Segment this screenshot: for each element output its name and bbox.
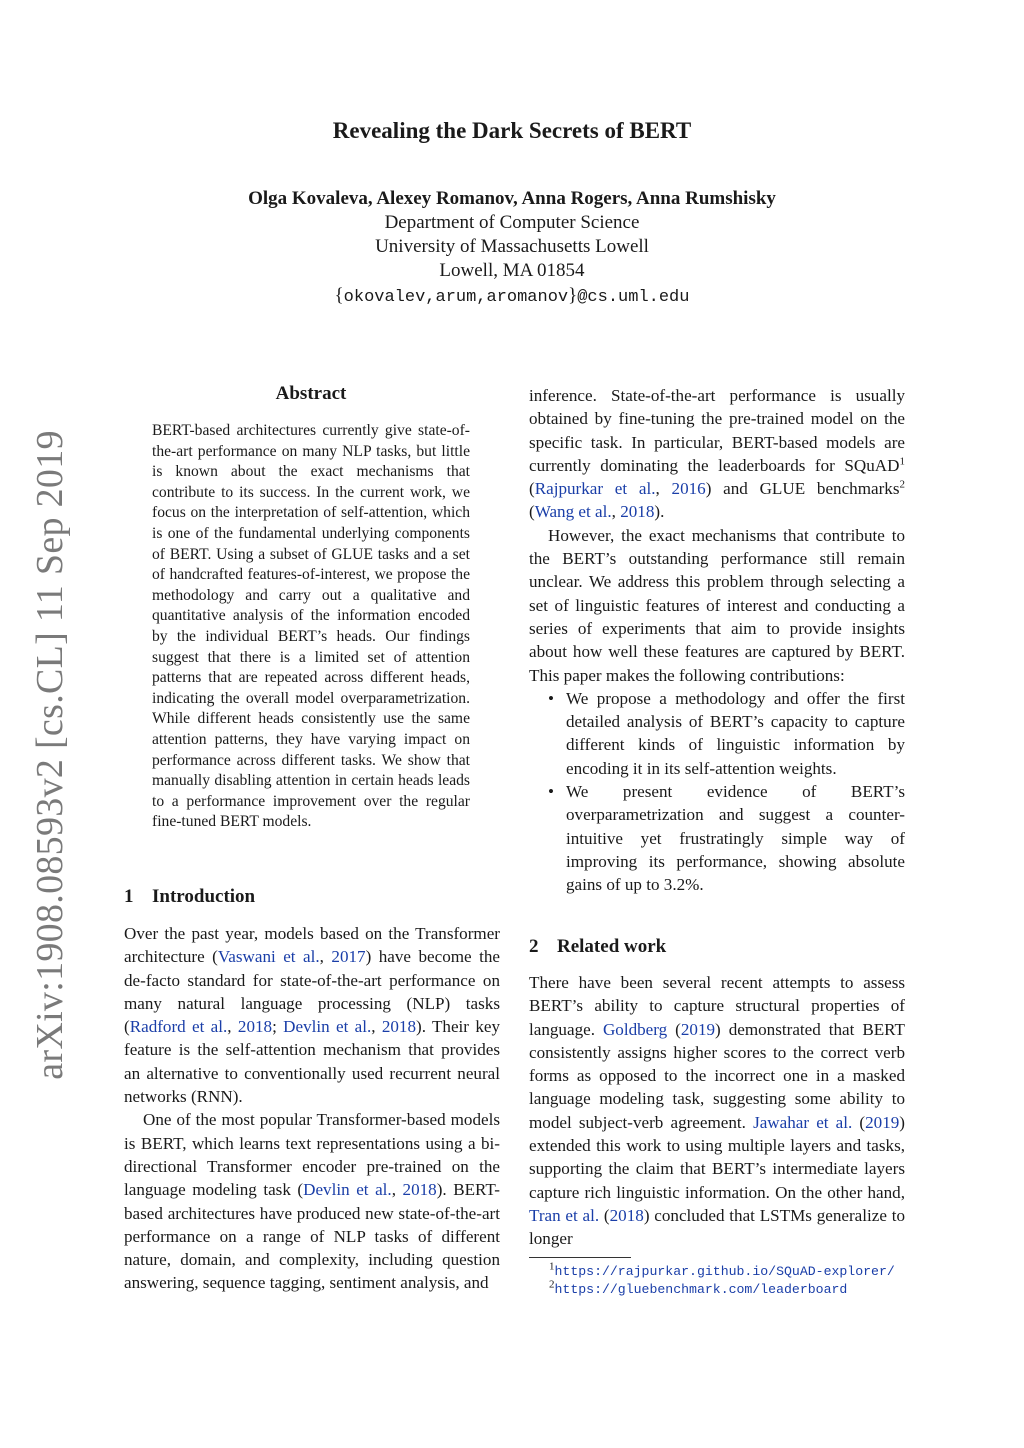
citation-link[interactable]: Jawahar et al. <box>753 1112 853 1132</box>
footnote-marker[interactable]: 2 <box>899 478 906 491</box>
introduction-body <box>124 922 500 1295</box>
citation-year-link[interactable]: 2019 <box>865 1112 900 1132</box>
arxiv-identifier-text: arXiv:1908.08593v2 [cs.CL] 11 Sep 2019 <box>29 430 71 1080</box>
footnotes <box>529 1260 909 1299</box>
citation-year-link[interactable]: 2016 <box>671 479 706 499</box>
author-emails <box>0 285 1024 307</box>
footnote-divider <box>529 1257 631 1258</box>
author-list: Olga Kovaleva, Alexey Romanov, Anna Rogers, Anna Rumshisky <box>248 188 776 209</box>
paper-title: Revealing the Dark Secrets of BERT <box>332 118 692 143</box>
citation-link[interactable]: Tran et al. <box>529 1205 600 1225</box>
citation-link[interactable]: Devlin et al. <box>283 1017 372 1037</box>
footnote-item <box>529 1278 909 1299</box>
citation-year-link[interactable]: 2019 <box>680 1019 716 1039</box>
footnote-marker[interactable]: 1 <box>899 455 905 468</box>
citation-year-link[interactable]: 2018 <box>381 1017 417 1037</box>
paragraph: There have been several recent attempts to assess BERT’s ability to capture structural properties of language. Goldberg (2019) demonstrated that BERT consistently assigns higher scores to the correct verb forms as opposed to the incorrect one in a masked language modeling task, suggesting some ability to model subject-verb agreement. Jawahar et al. (2019) extended this work to using multiple layers and tasks, supporting the claim that BERT’s intermediate layers capture rich linguistic information. On the other hand, Tran et al. (2018) concluded that LSTMs generalize to longer <box>529 973 905 1249</box>
section-number: 2 <box>529 936 539 957</box>
footnote-number: 2 <box>549 1278 555 1291</box>
section-heading-related-work <box>529 936 666 958</box>
contributions-list <box>529 687 905 897</box>
list-item: • We present evidence of BERT’s overparametrization and suggest a counter-intuitive yet frustratingly simple way of improving its performance, showing absolute gains of up to 3.2%. <box>548 782 905 895</box>
footnote-number: 1 <box>549 1260 555 1273</box>
email-domain: @cs.uml.edu <box>577 288 690 307</box>
bullet-icon: • <box>548 688 554 708</box>
paragraph: One of the most popular Transformer-based models is BERT, which learns text representations using a bi-directional Transformer encoder pre-trained on the language modeling task (Devlin et al., 2018). BERT-based architectures have produced new state-of-the-art performance on a range of NLP tasks of different nature, domain, and complexity, including question answering, sequence tagging, sentiment analysis, and <box>124 1110 500 1293</box>
citation-link[interactable]: Radford et al. <box>129 1017 228 1037</box>
affiliation-university: University of Massachusetts Lowell <box>375 236 649 257</box>
section-title: Introduction <box>152 886 256 907</box>
list-item: • We propose a methodology and offer the first detailed analysis of BERT’s capacity to capture different kinds of linguistic information by encoding it in its self-attention weights. <box>548 688 905 778</box>
citation-link[interactable]: Rajpurkar et al. <box>534 479 656 499</box>
affiliation-department: Department of Computer Science <box>384 212 640 233</box>
affiliation-city: Lowell, MA 01854 <box>439 260 585 281</box>
section-number: 1 <box>124 886 134 907</box>
paragraph: inference. State-of-the-art performance is usually obtained by fine-tuning the pre-trained model on the specific task. In particular, BERT-based models are currently dominating the leaderboards for SQuAD$^1$ (Rajpurkar et al., 2016) and GLUE benchmarks$^2$ (Wang et al., 2018). <box>529 386 906 522</box>
footnote-url-link[interactable]: https://gluebenchmark.com/leaderboard <box>554 1282 848 1297</box>
right-column-body <box>529 384 905 897</box>
paragraph: Over the past year, models based on the Transformer architecture (Vaswani et al., 2017) have become the de-facto standard for state-of-the-art performance on many natural language processing (NLP) tasks (Radford et al., 2018; Devlin et al., 2018). Their key feature is the self-attention mechanism that provides an alternative to conventionally used recurrent neural networks (RNN). <box>124 924 500 1107</box>
section-heading-introduction <box>124 886 255 908</box>
citation-link[interactable]: Goldberg <box>602 1019 668 1039</box>
bullet-icon: • <box>548 782 554 802</box>
abstract-heading: Abstract <box>275 383 347 404</box>
footnote-item <box>529 1260 909 1281</box>
email-users: okovalev,arum,aromanov <box>343 288 569 307</box>
email-brace-open: { <box>334 285 344 306</box>
email-brace-close: } <box>568 285 578 306</box>
abstract-text: BERT-based architectures currently give state-of-the-art performance on many NLP tasks, but little is known about the exact mechanisms that contribute to its success. In the current work, we focus on the interpretation of self-attention, which is one of the fundamental underlying components of BERT. Using a subset of GLUE tasks and a set of handcrafted features-of-interest, we propose the methodology and carry out a qualitative and quantitative analysis of the information encoded by the individual BERT’s heads. Our findings suggest that there is a limited set of attention patterns that are repeated across different heads, indicating the overall model overparametrization. While different heads consistently use the same attention patterns, they have varying impact on performance across different tasks. We show that manually disabling attention in certain heads leads to a performance improvement over the regular fine-tuned BERT models. <box>152 422 470 831</box>
footnote-url-link[interactable]: https://rajpurkar.github.io/SQuAD-explorer/ <box>554 1264 895 1279</box>
citation-link[interactable]: Wang et al. <box>534 502 612 522</box>
paragraph: However, the exact mechanisms that contribute to the BERT’s outstanding performance still remain unclear. We address this problem through selecting a set of linguistic features of interest and conducting a series of experiments that aim to provide insights about how well these features are captured by BERT. This paper makes the following contributions: <box>529 525 905 685</box>
citation-year-link[interactable]: 2018 <box>237 1017 273 1037</box>
citation-link[interactable]: Devlin et al. <box>303 1180 392 1200</box>
arxiv-identifier <box>20 430 80 1080</box>
citation-year-link[interactable]: 2018 <box>620 502 655 522</box>
citation-year-link[interactable]: 2017 <box>331 947 366 967</box>
related-work-body <box>529 971 905 1251</box>
citation-year-link[interactable]: 2018 <box>609 1205 644 1225</box>
section-title: Related work <box>557 936 667 957</box>
citation-link[interactable]: Vaswani et al. <box>217 947 320 967</box>
citation-year-link[interactable]: 2018 <box>402 1180 437 1200</box>
